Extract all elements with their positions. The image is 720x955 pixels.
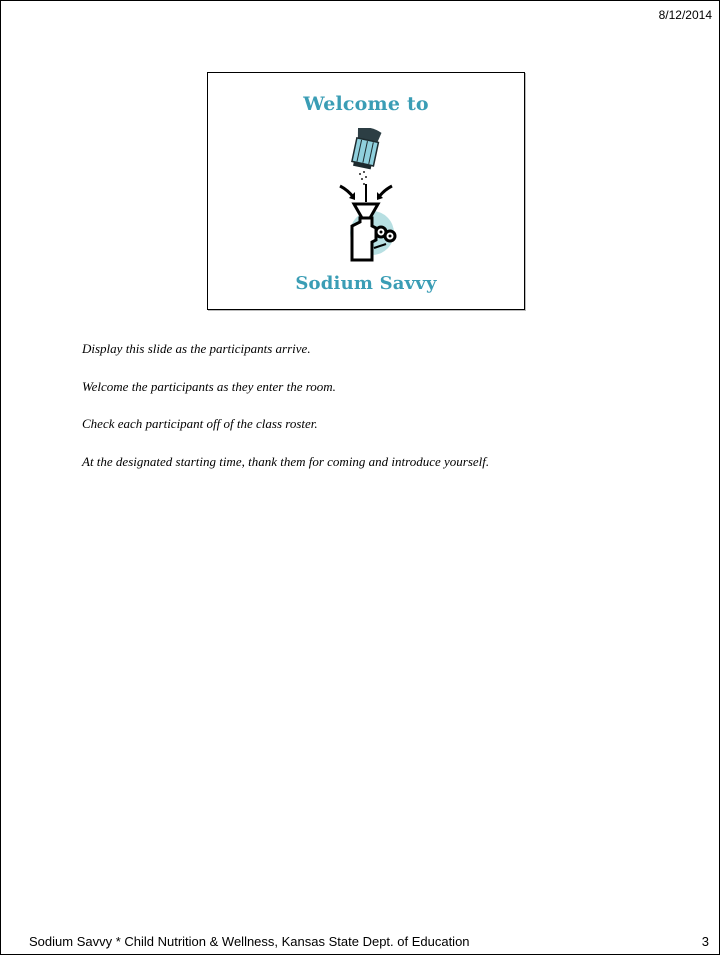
page-date: 8/12/2014 (658, 8, 712, 22)
speaker-notes (82, 341, 489, 491)
slide-title-welcome: Welcome to (303, 93, 429, 115)
page-number: 3 (701, 934, 709, 949)
salt-shaker-and-face-icon (336, 128, 400, 263)
note-line: Welcome the participants as they enter the room. (82, 378, 336, 394)
footer-text: Sodium Savvy * Child Nutrition & Wellness, Kansas State Dept. of Education (29, 934, 470, 949)
note-line: Display this slide as the participants arrive. (82, 341, 311, 356)
note-line: At the designated starting time, thank them for coming and introduce yourself. (82, 453, 490, 469)
page-footer (29, 934, 709, 949)
slide-title-sodium-savvy: Sodium Savvy (295, 273, 437, 294)
note-line: Check each participant off of the class roster. (82, 416, 318, 431)
slide-thumbnail (207, 72, 525, 310)
